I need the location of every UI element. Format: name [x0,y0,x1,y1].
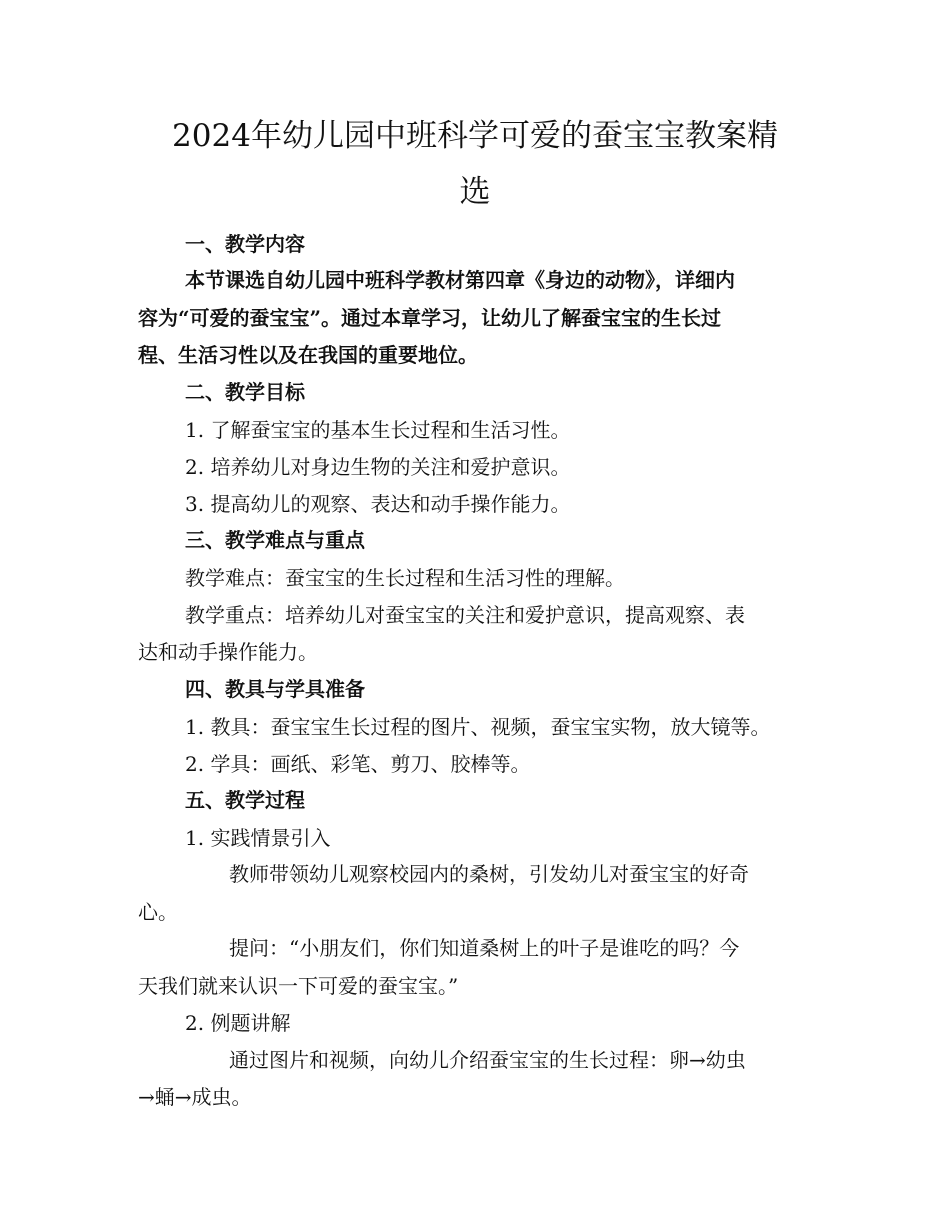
difficulty-text: 教学难点：蚕宝宝的生长过程和生活习性的理解。 [185,566,625,590]
content-paragraph-line-1: 本节课选自幼儿园中班科学教材第四章《身边的动物》，详细内 [185,268,735,292]
section-heading-materials: 四、教具与学具准备 [185,677,365,701]
step1-paragraph-2-line-2: 天我们就来认识一下可爱的蚕宝宝。” [138,974,459,998]
process-step-1: 1. 实践情景引入 [185,826,331,850]
content-paragraph-line-3: 程、生活习性以及在我国的重要地位。 [138,343,478,367]
step2-paragraph-line-2: →蛹→成虫。 [138,1085,252,1109]
process-step-2: 2. 例题讲解 [185,1011,291,1035]
section-heading-process: 五、教学过程 [185,788,305,812]
materials-item-1: 1. 教具：蚕宝宝生长过程的图片、视频，蚕宝宝实物，放大镜等。 [185,715,771,739]
document-title-line-1: 2024年幼儿园中班科学可爱的蚕宝宝教案精 [172,118,778,154]
step1-paragraph-1-line-1: 教师带领幼儿观察校园内的桑树，引发幼儿对蚕宝宝的好奇 [229,862,749,886]
document-title-line-2: 选 [459,174,491,210]
step1-paragraph-1-line-2: 心。 [138,900,178,924]
section-heading-objectives: 二、教学目标 [185,380,305,404]
content-paragraph-line-2: 容为“可爱的蚕宝宝”。通过本章学习，让幼儿了解蚕宝宝的生长过 [138,306,722,330]
section-heading-content: 一、教学内容 [185,232,305,256]
materials-item-2: 2. 学具：画纸、彩笔、剪刀、胶棒等。 [185,752,531,776]
objective-item-2: 2. 培养幼儿对身边生物的关注和爱护意识。 [185,455,571,479]
objective-item-3: 3. 提高幼儿的观察、表达和动手操作能力。 [185,492,571,516]
section-heading-difficulty-focus: 三、教学难点与重点 [185,528,365,552]
focus-text-line-2: 达和动手操作能力。 [138,640,318,664]
objective-item-1: 1. 了解蚕宝宝的基本生长过程和生活习性。 [185,418,571,442]
focus-text-line-1: 教学重点：培养幼儿对蚕宝宝的关注和爱护意识，提高观察、表 [185,603,745,627]
step1-paragraph-2-line-1: 提问：“小朋友们，你们知道桑树上的叶子是谁吃的吗？今 [229,936,740,960]
step2-paragraph-line-1: 通过图片和视频，向幼儿介绍蚕宝宝的生长过程：卵→幼虫 [229,1048,746,1072]
